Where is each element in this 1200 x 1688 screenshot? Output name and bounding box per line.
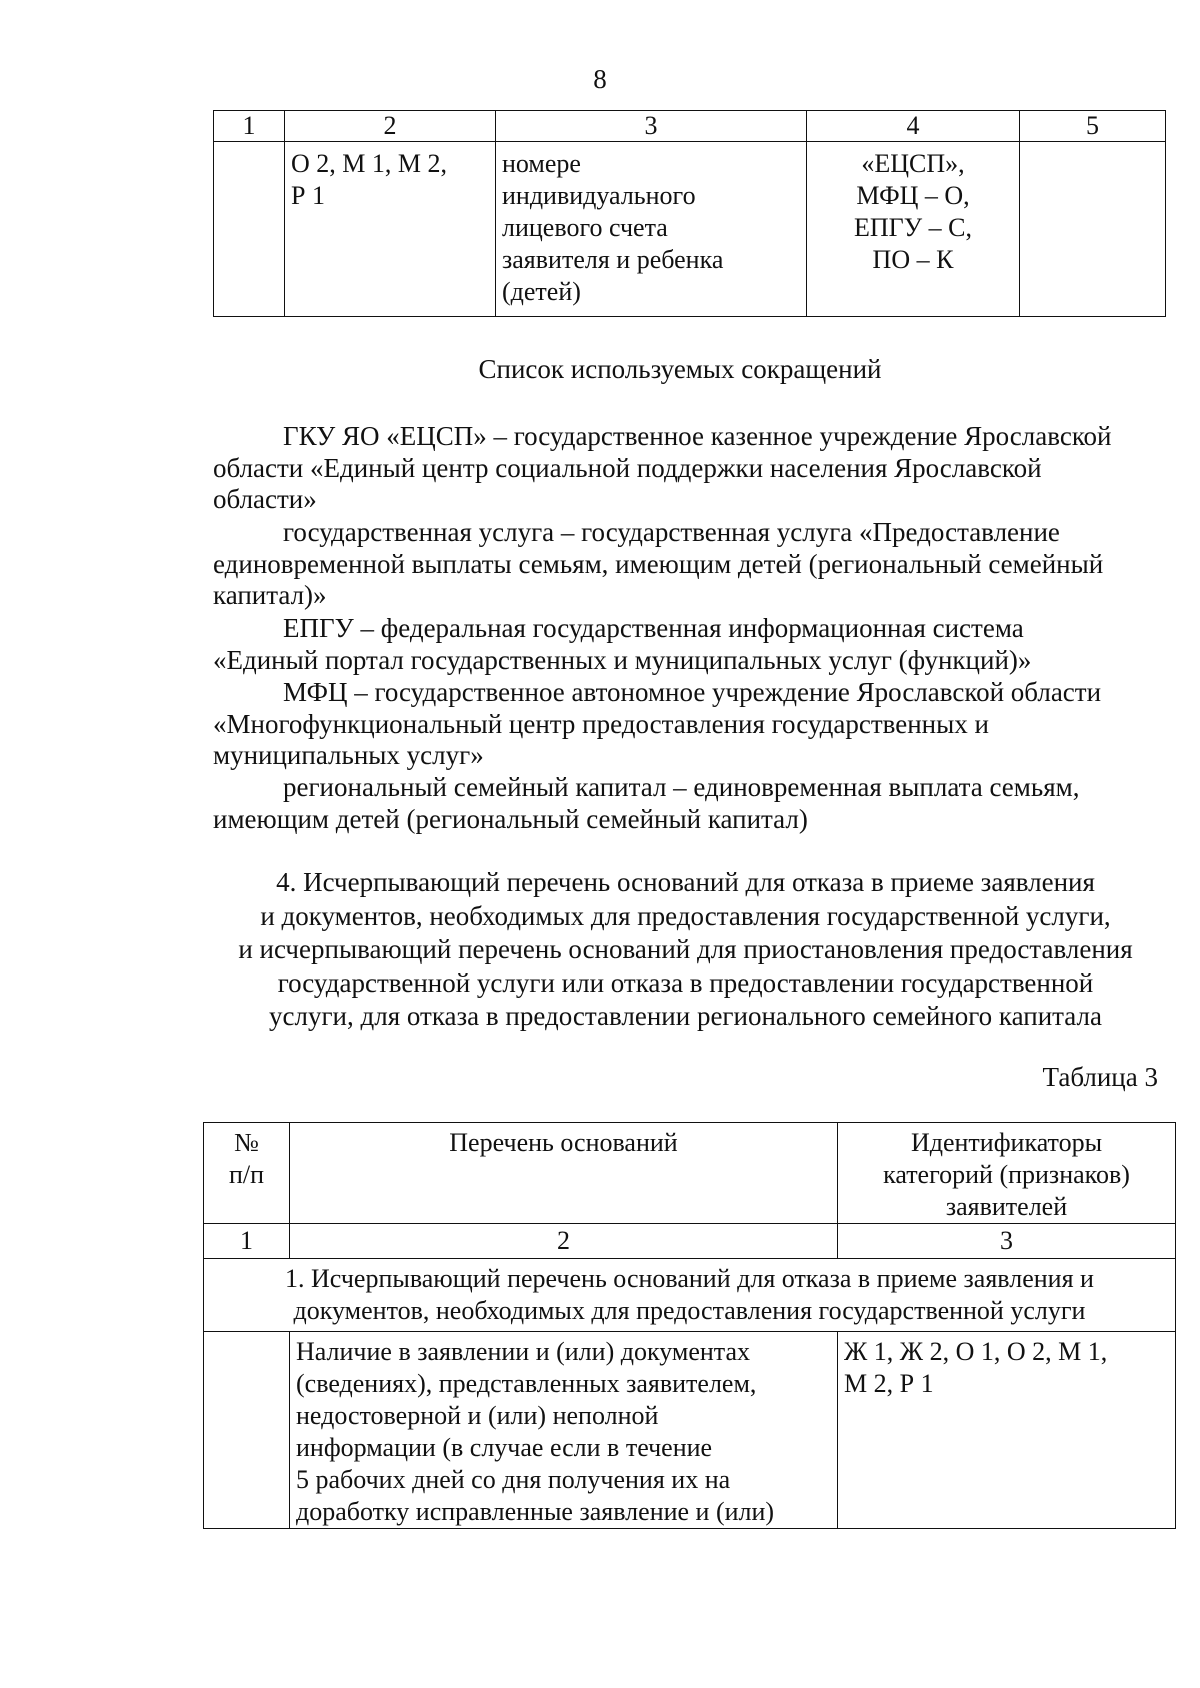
column-number: 5 — [1020, 111, 1166, 142]
table-label: Таблица 3 — [1042, 1062, 1158, 1092]
section-title-cell — [204, 1259, 1176, 1332]
column-number: 1 — [204, 1224, 290, 1259]
heading-line: 4. Исчерпывающий перечень оснований для отказа в приеме заявления — [276, 867, 1095, 897]
text-line: ГКУ ЯО «ЕЦСП» – государственное казенное учреждение Ярославской — [283, 421, 1112, 451]
table-section-row — [204, 1259, 1176, 1332]
abbreviations-heading: Список используемых сокращений — [478, 354, 882, 384]
text-line: «Многофункциональный центр предоставления государственных и — [213, 708, 989, 739]
source-cell — [807, 142, 1020, 317]
text-line: региональный семейный капитал – единовременная выплата семьям, — [283, 772, 1080, 802]
column-number: 2 — [290, 1224, 838, 1259]
text-line: единовременной выплаты семьям, имеющим детей (региональный семейный — [213, 548, 1104, 579]
row-number-cell — [204, 1332, 290, 1529]
cell-line: МФЦ – О, — [856, 181, 970, 210]
abbreviation-entry — [213, 677, 1158, 772]
table-cell — [1020, 142, 1166, 317]
cell-line: недостоверной и (или) неполной — [296, 1401, 659, 1430]
header-line: заявителей — [945, 1192, 1068, 1221]
column-number: 3 — [496, 111, 807, 142]
abbreviation-entry — [213, 613, 1158, 676]
text-line: имеющим детей (региональный семейный капитал) — [213, 803, 808, 834]
column-number: 4 — [807, 111, 1020, 142]
table-header-row — [204, 1123, 1176, 1224]
cell-line: «ЕЦСП», — [861, 149, 965, 178]
header-line: категорий (признаков) — [883, 1160, 1130, 1189]
cell-line: Ж 1, Ж 2, О 1, О 2, М 1, — [844, 1337, 1108, 1366]
cell-line: ПО – К — [872, 245, 954, 274]
abbreviation-entry — [213, 421, 1158, 516]
cell-line: лицевого счета — [502, 213, 668, 242]
cell-line: Наличие в заявлении и (или) документах — [296, 1337, 751, 1366]
table-column-numbers — [204, 1224, 1176, 1259]
cell-line: О 2, М 1, М 2, — [291, 149, 448, 178]
cell-line: 5 рабочих дней со дня получения их на — [296, 1465, 731, 1494]
table-column-numbers — [214, 111, 1166, 142]
text-line: ЕПГУ – федеральная государственная информационная система — [283, 613, 1024, 643]
text-line: государственная услуга – государственная услуга «Предоставление — [283, 517, 1060, 547]
header-line: № — [234, 1128, 259, 1157]
text-line: МФЦ – государственное автономное учреждение Ярославской области — [283, 677, 1102, 707]
heading-line: и документов, необходимых для предоставления государственной услуги, — [260, 900, 1111, 931]
cell-line: М 2, Р 1 — [844, 1369, 934, 1398]
abbreviation-entry — [213, 517, 1158, 612]
table-cell — [214, 142, 285, 317]
identifiers-cell — [838, 1332, 1176, 1529]
heading-line: и исчерпывающий перечень оснований для приостановления предоставления — [238, 934, 1133, 964]
section-4-heading — [213, 866, 1158, 1034]
text-line: «Единый портал государственных и муниципальных услуг (функций)» — [213, 644, 1032, 675]
information-cell — [496, 142, 807, 317]
text-line: области «Единый центр социальной поддержки населения Ярославской — [213, 452, 1042, 483]
table-row — [204, 1332, 1176, 1529]
page-number: 8 — [593, 64, 607, 94]
cell-line: ЕПГУ – С, — [854, 213, 972, 242]
cell-line: информации (в случае если в течение — [296, 1433, 713, 1462]
heading-line: государственной услуги или отказа в предоставлении государственной — [277, 967, 1094, 998]
text-line: капитал)» — [213, 580, 327, 610]
cell-line: номере — [502, 149, 581, 178]
text-line: области» — [213, 484, 317, 514]
continuation-table — [213, 110, 1166, 317]
section-line: документов, необходимых для предоставления государственной услуги — [293, 1296, 1086, 1325]
text-line: муниципальных услуг» — [213, 740, 484, 770]
header-identifiers — [838, 1123, 1176, 1224]
ground-text-cell — [290, 1332, 838, 1529]
column-number: 2 — [285, 111, 496, 142]
cell-line: (детей) — [502, 277, 581, 306]
column-number: 3 — [838, 1224, 1176, 1259]
section-line: 1. Исчерпывающий перечень оснований для отказа в приеме заявления и — [285, 1264, 1094, 1293]
header-line: Идентификаторы — [910, 1128, 1103, 1157]
cell-line: доработку исправленные заявление и (или) — [296, 1497, 775, 1526]
table-row — [214, 142, 1166, 317]
applicant-identifiers-cell — [285, 142, 496, 317]
header-grounds: Перечень оснований — [290, 1123, 838, 1224]
cell-line: индивидуального — [502, 181, 696, 210]
heading-line: услуги, для отказа в предоставлении регионального семейного капитала — [269, 1001, 1102, 1031]
header-number — [204, 1123, 290, 1224]
abbreviation-entry — [213, 772, 1158, 835]
cell-line: (сведениях), представленных заявителем, — [296, 1369, 757, 1398]
header-line: п/п — [228, 1160, 265, 1189]
refusal-grounds-table — [203, 1122, 1176, 1529]
column-number: 1 — [214, 111, 285, 142]
cell-line: Р 1 — [291, 181, 325, 210]
cell-line: заявителя и ребенка — [502, 245, 724, 274]
